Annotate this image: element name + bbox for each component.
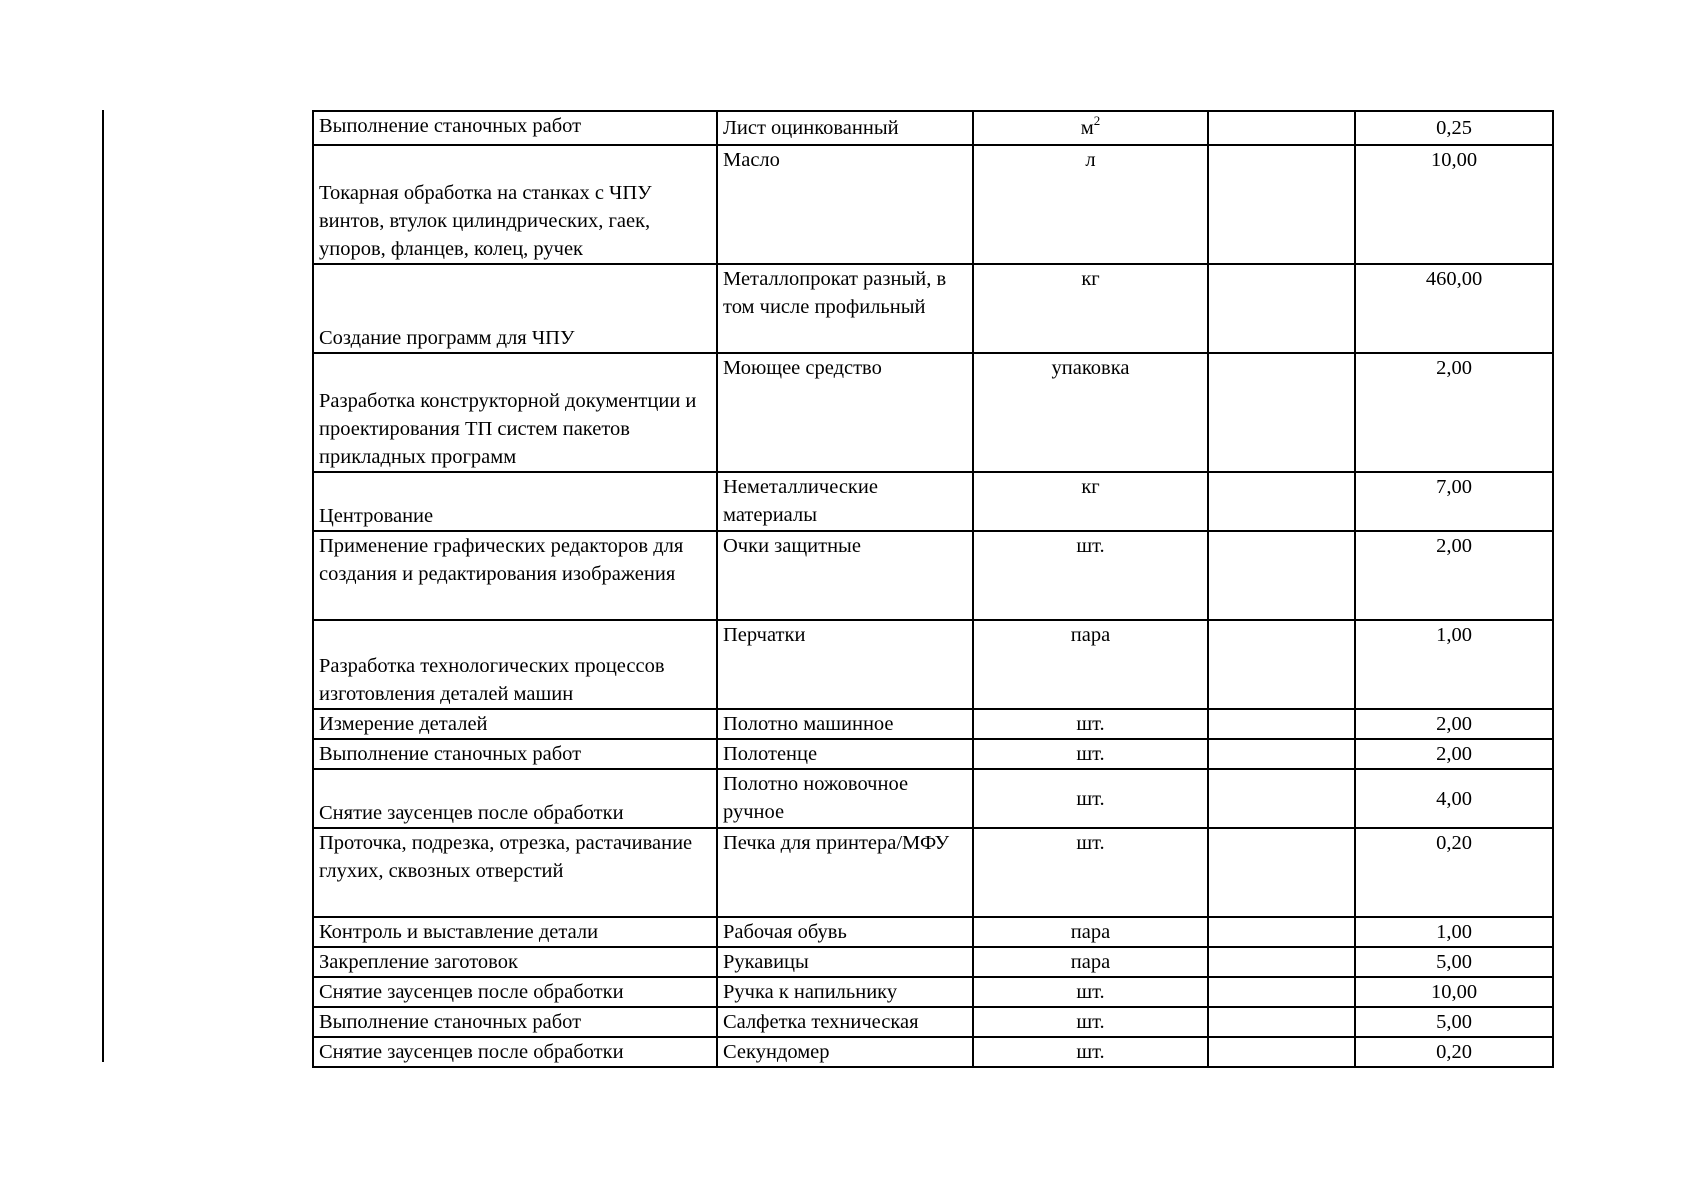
empty-cell — [1208, 531, 1355, 620]
operation-cell: Токарная обработка на станках с ЧПУ винтов, втулок цилиндрических, гаек, упоров, фланцев, колец, ручек — [313, 145, 717, 264]
operation-cell: Закрепление заготовок — [313, 947, 717, 977]
operation-cell: Центрование — [313, 472, 717, 531]
operation-cell: Разработка технологических процессов изготовления деталей машин — [313, 620, 717, 709]
material-cell: Моющее средство — [717, 353, 973, 472]
operation-cell: Создание программ для ЧПУ — [313, 264, 717, 353]
material-cell: Полотно машинное — [717, 709, 973, 739]
table-row — [313, 739, 1553, 769]
operation-cell: Разработка конструкторной документции и проектирования ТП систем пакетов прикладных программ — [313, 353, 717, 472]
unit-cell: шт. — [973, 531, 1208, 620]
material-cell: Рукавицы — [717, 947, 973, 977]
material-cell: Секундомер — [717, 1037, 973, 1067]
material-cell: Лист оцинкованный — [717, 111, 973, 145]
empty-cell — [1208, 977, 1355, 1007]
quantity-cell: 0,20 — [1355, 828, 1553, 917]
quantity-cell: 1,00 — [1355, 620, 1553, 709]
table-row — [313, 264, 1553, 353]
empty-cell — [1208, 620, 1355, 709]
quantity-cell: 2,00 — [1355, 709, 1553, 739]
quantity-cell: 460,00 — [1355, 264, 1553, 353]
quantity-cell: 5,00 — [1355, 1007, 1553, 1037]
quantity-cell: 4,00 — [1355, 769, 1553, 828]
operation-cell: Измерение деталей — [313, 709, 717, 739]
empty-cell — [1208, 947, 1355, 977]
quantity-cell: 10,00 — [1355, 977, 1553, 1007]
operation-cell: Проточка, подрезка, отрезка, растачивание глухих, сквозных отверстий — [313, 828, 717, 917]
empty-cell — [1208, 709, 1355, 739]
materials-table — [312, 110, 1554, 1068]
quantity-cell: 0,25 — [1355, 111, 1553, 145]
unit-cell: шт. — [973, 739, 1208, 769]
material-cell: Металлопрокат разный, в том числе профильный — [717, 264, 973, 353]
operation-cell: Выполнение станочных работ — [313, 1007, 717, 1037]
unit-cell: шт. — [973, 1037, 1208, 1067]
quantity-cell: 2,00 — [1355, 531, 1553, 620]
table-row — [313, 472, 1553, 531]
table-row — [313, 111, 1553, 145]
operation-cell: Применение графических редакторов для создания и редактирования изображения — [313, 531, 717, 620]
empty-cell — [1208, 111, 1355, 145]
empty-cell — [1208, 917, 1355, 947]
quantity-cell: 5,00 — [1355, 947, 1553, 977]
material-cell: Ручка к напильнику — [717, 977, 973, 1007]
quantity-cell: 10,00 — [1355, 145, 1553, 264]
unit-cell: л — [973, 145, 1208, 264]
unit-cell: пара — [973, 947, 1208, 977]
operation-cell: Выполнение станочных работ — [313, 111, 717, 145]
table-row — [313, 620, 1553, 709]
unit-superscript: 2 — [1093, 113, 1101, 128]
quantity-cell: 1,00 — [1355, 917, 1553, 947]
table-row — [313, 1037, 1553, 1067]
quantity-cell: 2,00 — [1355, 739, 1553, 769]
table-row — [313, 947, 1553, 977]
table-row — [313, 353, 1553, 472]
table-row — [313, 828, 1553, 917]
table-row — [313, 709, 1553, 739]
unit-cell: шт. — [973, 977, 1208, 1007]
table-row — [313, 977, 1553, 1007]
empty-cell — [1208, 472, 1355, 531]
unit-text: м — [1080, 117, 1094, 139]
quantity-cell: 7,00 — [1355, 472, 1553, 531]
material-cell: Полотенце — [717, 739, 973, 769]
operation-cell: Выполнение станочных работ — [313, 739, 717, 769]
operation-cell: Снятие заусенцев после обработки — [313, 769, 717, 828]
material-cell: Печка для принтера/МФУ — [717, 828, 973, 917]
operation-cell: Контроль и выставление детали — [313, 917, 717, 947]
empty-cell — [1208, 1007, 1355, 1037]
empty-cell — [1208, 264, 1355, 353]
table-row — [313, 531, 1553, 620]
operation-cell: Снятие заусенцев после обработки — [313, 977, 717, 1007]
quantity-cell: 0,20 — [1355, 1037, 1553, 1067]
quantity-cell: 2,00 — [1355, 353, 1553, 472]
unit-cell: упаковка — [973, 353, 1208, 472]
table-row — [313, 917, 1553, 947]
unit-cell — [973, 111, 1208, 145]
unit-cell: шт. — [973, 709, 1208, 739]
empty-cell — [1208, 1037, 1355, 1067]
unit-cell: шт. — [973, 828, 1208, 917]
table-row — [313, 769, 1553, 828]
material-cell: Неметаллические материалы — [717, 472, 973, 531]
empty-cell — [1208, 145, 1355, 264]
unit-cell: пара — [973, 917, 1208, 947]
unit-cell: шт. — [973, 769, 1208, 828]
unit-cell: кг — [973, 472, 1208, 531]
empty-cell — [1208, 739, 1355, 769]
material-cell: Очки защитные — [717, 531, 973, 620]
material-cell: Масло — [717, 145, 973, 264]
unit-cell: шт. — [973, 1007, 1208, 1037]
table-row — [313, 145, 1553, 264]
unit-cell: пара — [973, 620, 1208, 709]
material-cell: Салфетка техническая — [717, 1007, 973, 1037]
material-cell: Полотно ножовочное ручное — [717, 769, 973, 828]
material-cell: Рабочая обувь — [717, 917, 973, 947]
unit-cell: кг — [973, 264, 1208, 353]
material-cell: Перчатки — [717, 620, 973, 709]
table-row — [313, 1007, 1553, 1037]
empty-cell — [1208, 828, 1355, 917]
empty-cell — [1208, 353, 1355, 472]
page-margin-line — [102, 110, 104, 1062]
empty-cell — [1208, 769, 1355, 828]
operation-cell: Снятие заусенцев после обработки — [313, 1037, 717, 1067]
